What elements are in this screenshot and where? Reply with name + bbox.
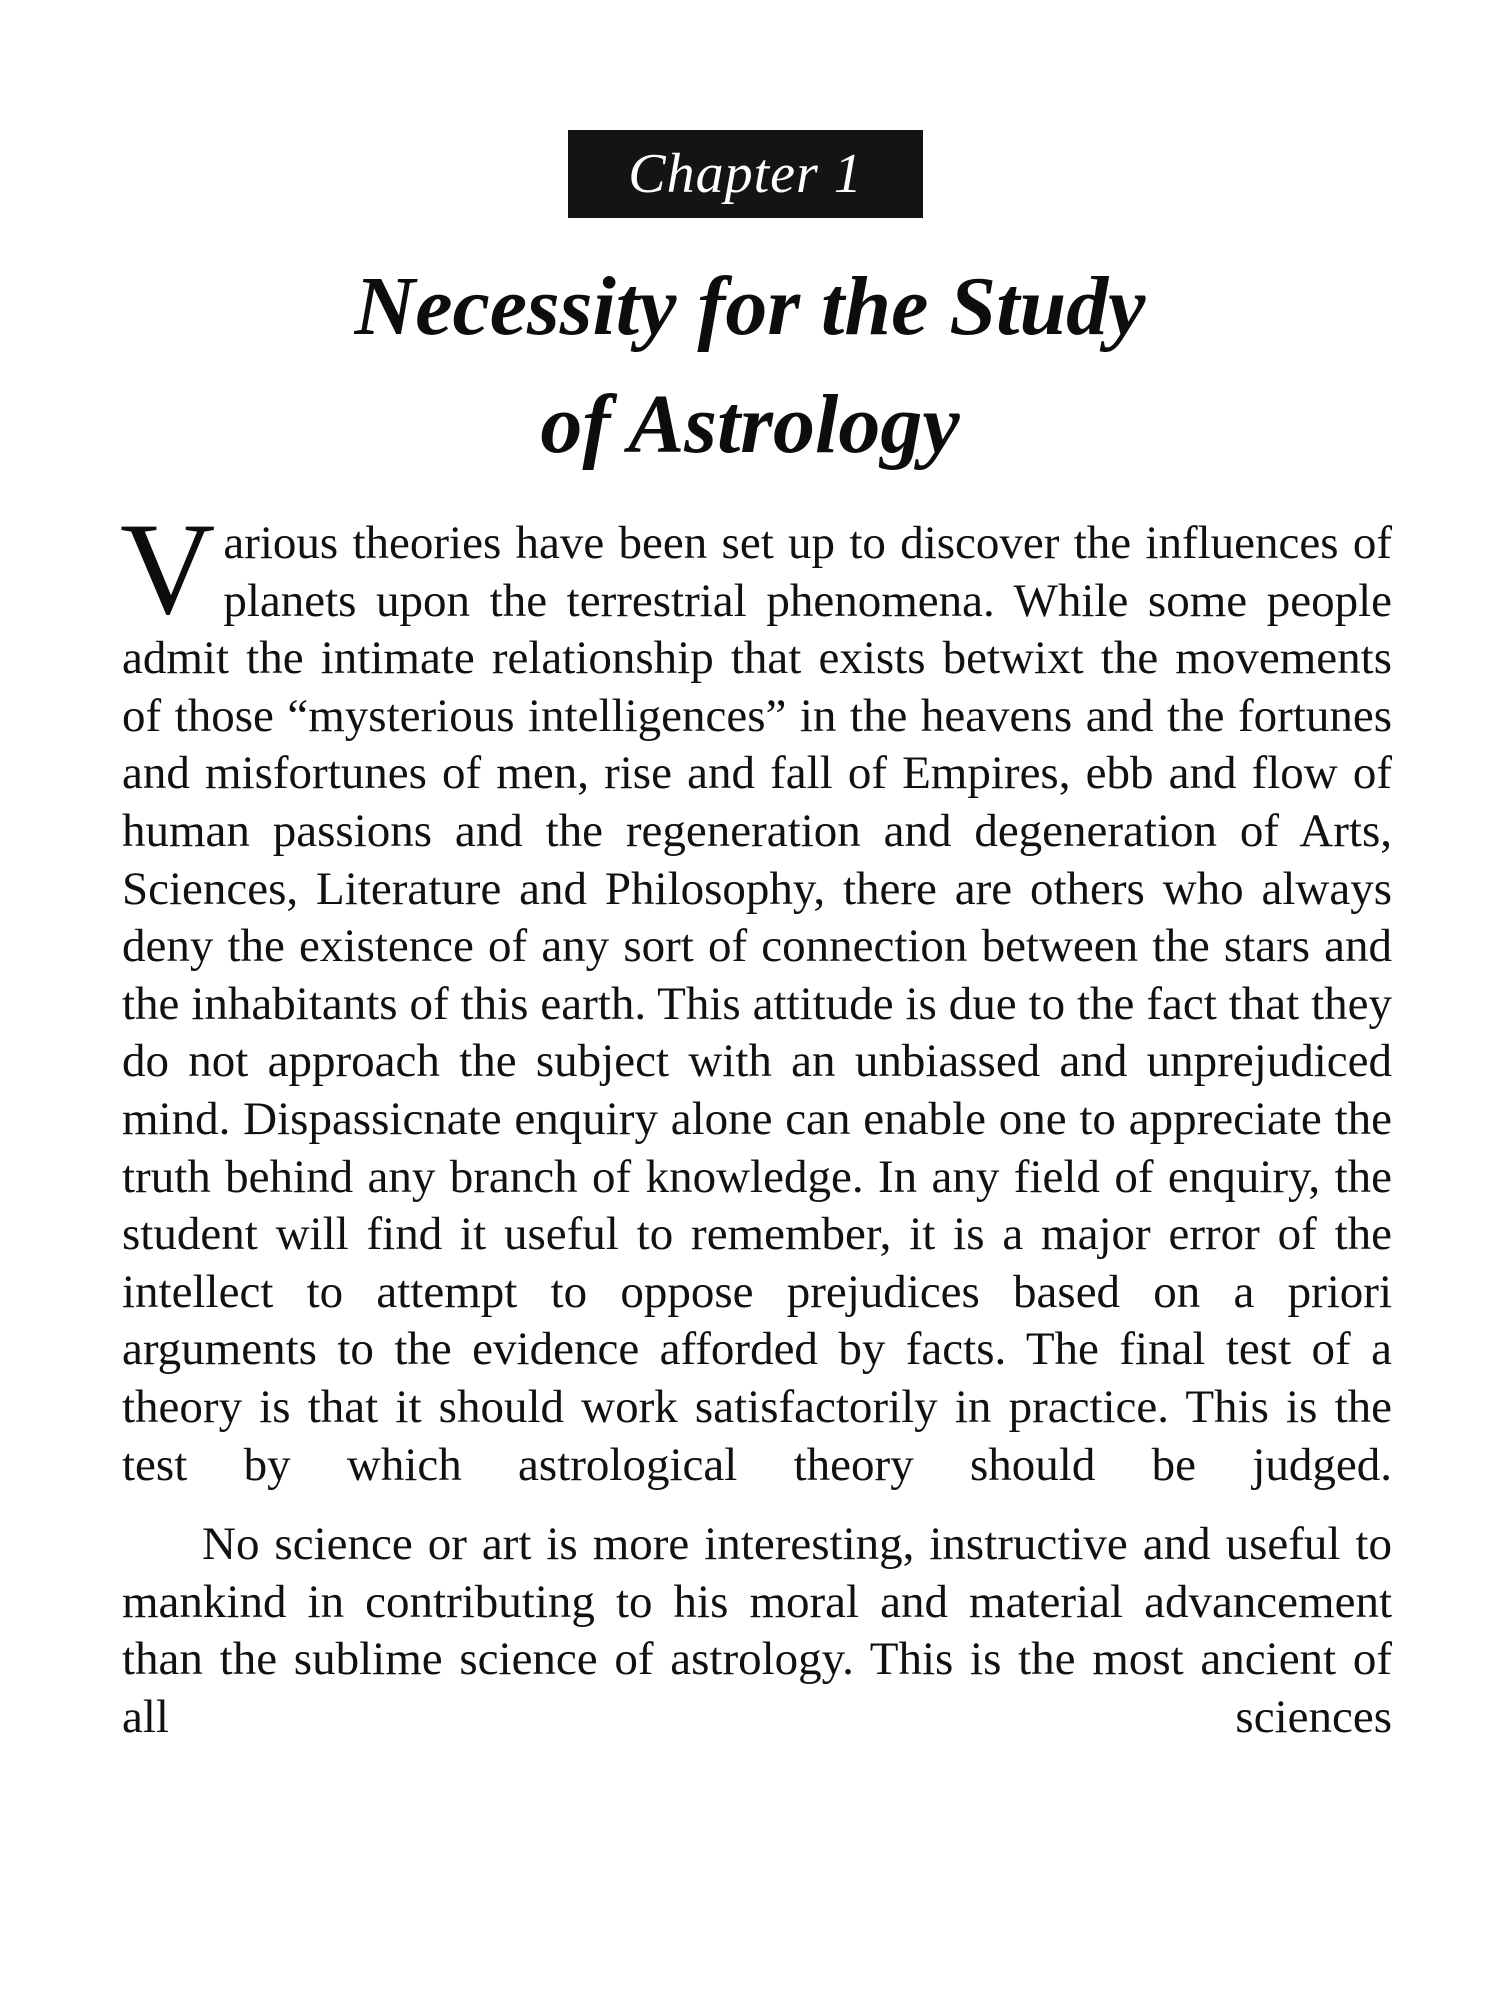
- body-text: [120, 495, 1392, 1746]
- paragraph-1: [120, 495, 1392, 1494]
- chapter-title-line-1: Necessity for the Study: [354, 260, 1146, 353]
- paragraph-2: No science or art is more interesting, instructive and useful to mankind in contributing to his moral and material advancement than the sublime science of astrology. This is the most ancient of all sciences: [122, 1518, 1392, 1743]
- paragraph-1-text: arious theories have been set up to discover the influences of planets upon the terrestrial phenomena. While some people admit the intimate relationship that exists betwixt the movements of those “mysterious intelligences” in the heavens and the fortunes and misfortunes of men, rise and fall of Empires, ebb and flow of human passions and the regeneration and degeneration of Arts, Sciences, Literature and Philosophy, there are others who always deny the existence of any sort of connection between the stars and the inhabitants of this earth. This attitude is due to the fact that they do not approach the subject with an unbiassed and unprejudiced mind. Dispassicnate enquiry alone can enable one to appreciate the truth behind any branch of knowledge. In any field of enquiry, the student will find it useful to remember, it is a major error of the intellect to attempt to oppose prejudices based on a priori arguments to the evidence afforded by facts. The final test of a theory is that it should work satisfactorily in practice. This is the test by which astrological theory should be judged.: [122, 517, 1392, 1491]
- chapter-title-line-2: of Astrology: [540, 378, 960, 471]
- drop-cap: V: [120, 495, 216, 642]
- chapter-label: Chapter 1: [568, 130, 923, 218]
- chapter-title: [120, 248, 1380, 484]
